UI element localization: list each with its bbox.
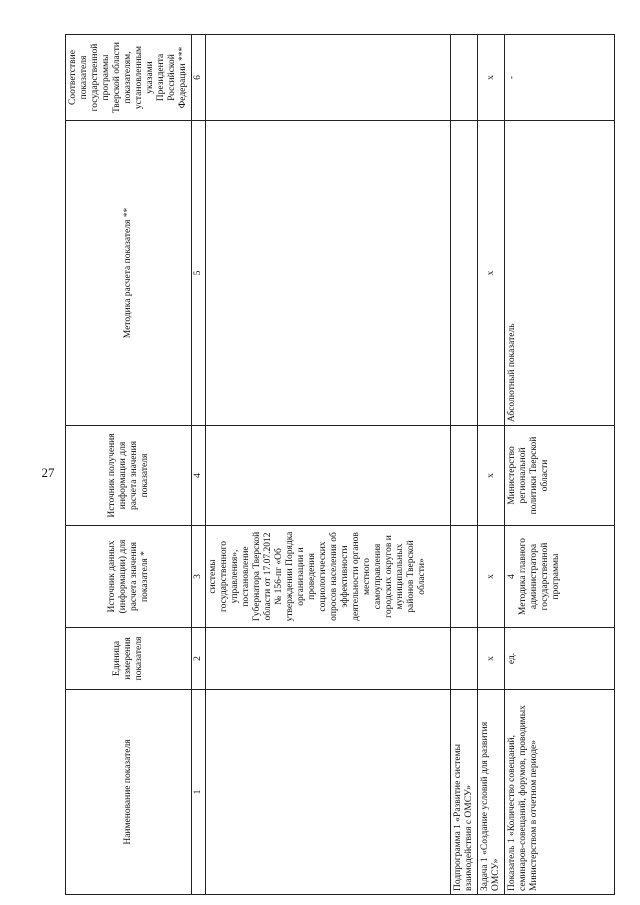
col-num-2: 2 [192,628,206,690]
header-source: Источник данных (информации) для расчета значения показателя * [66,526,192,628]
header-unit: Единица измерения показателя [66,628,192,690]
subprogram-row [451,35,478,895]
header-method: Методика расчета показателя ** [66,121,192,426]
indicator-source-num: 4 [507,574,517,579]
indicator-source [505,526,615,628]
page-number: 27 [41,465,55,480]
indicator-unit: ед. [505,628,615,690]
indicator-info-source: Министерство региональной политики Тверской области [505,426,615,526]
continuation-source: системы государственного управления», постановление Губернатора Тверской области от 17.07.2012 № 156-пг «Об утверждении Порядка организации и проведения социологических опросов населения об эффективности деятельности органов местного самоуправления городских округов и муниципальных районов Тверской области» [206,526,451,628]
header-row [66,35,192,895]
indicator-source-text: Методика главного администратора государственной программы [518,537,561,616]
col-num-1: 1 [192,690,206,895]
column-number-row [192,35,206,895]
task-label: Задача 1 «Создание условий для развития ОМСУ» [478,690,505,895]
task-row [478,35,505,895]
header-compliance: Соответствие показателя государственной программы Тверской области показателям, установленным указами Президента Российской Федерации *** [66,35,192,121]
col-num-6: 6 [192,35,206,121]
col-num-4: 4 [192,426,206,526]
task-unit: х [478,628,505,690]
task-info-source: х [478,426,505,526]
header-info-source: Источник получения информации для расчета значения показателя [66,426,192,526]
task-method: х [478,121,505,426]
continuation-row [206,35,451,895]
indicator-label: Показатель 1 «Количество совещаний, семинаров-совещаний, форумов, проводимых Министерством в отчетном периоде» [505,690,615,895]
header-name: Наименование показателя [66,690,192,895]
subprogram-label: Подпрограмма 1 «Развитие системы взаимодействия с ОМСУ» [451,690,478,895]
col-num-5: 5 [192,121,206,426]
indicator-method: Абсолютный показатель [505,121,615,426]
indicators-table [65,34,615,895]
col-num-3: 3 [192,526,206,628]
indicator-row [505,35,615,895]
rotated-table-container [65,35,615,895]
task-source: х [478,526,505,628]
task-compliance: х [478,35,505,121]
indicator-compliance: - [505,35,615,121]
